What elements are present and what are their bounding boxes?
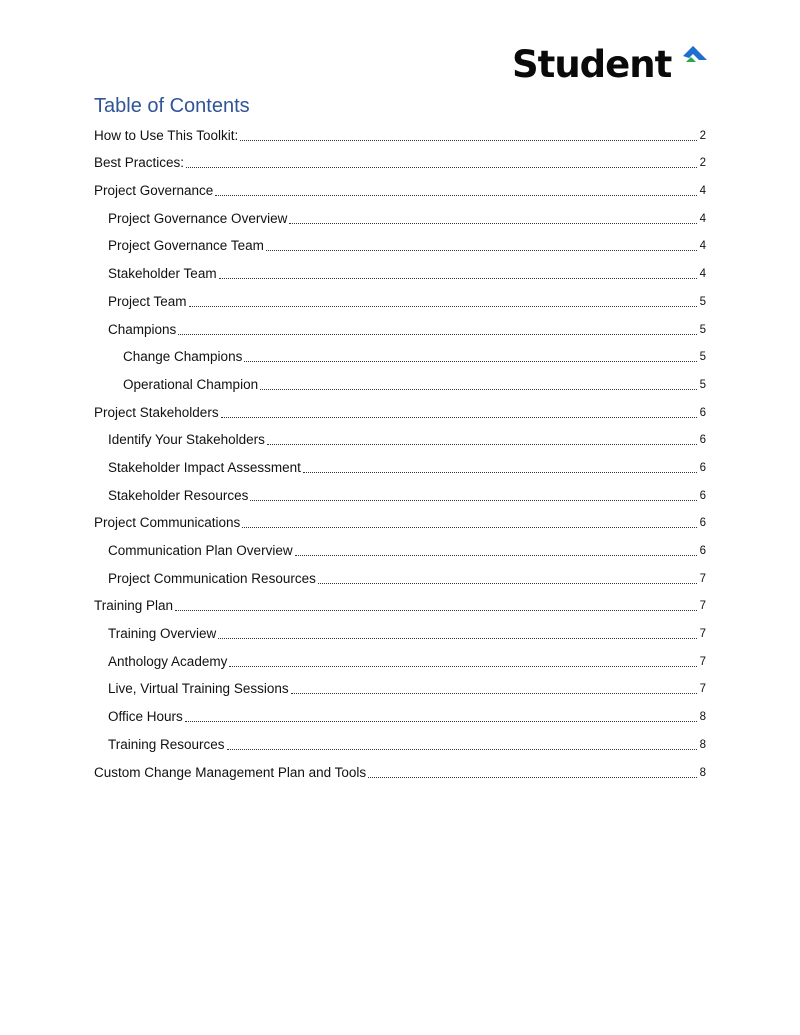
toc-dot-leader <box>218 637 697 639</box>
toc-page-number: 7 <box>699 572 706 585</box>
toc-entry-label: Anthology Academy <box>108 653 228 669</box>
toc-dot-leader <box>250 499 697 501</box>
toc-dot-leader <box>289 222 697 224</box>
toc-dot-leader <box>260 388 697 390</box>
toc-page-number: 5 <box>699 378 706 391</box>
toc-dot-leader <box>178 333 697 335</box>
toc-entry-label: Live, Virtual Training Sessions <box>108 681 289 697</box>
toc-dot-leader <box>291 692 697 694</box>
toc-dot-leader <box>229 665 697 667</box>
toc-entry-label: Project Governance Team <box>108 238 264 254</box>
toc-entry-label: Project Governance <box>94 183 214 199</box>
toc-dot-leader <box>244 360 697 362</box>
toc-entry[interactable] <box>94 671 706 699</box>
toc-entry[interactable] <box>94 449 706 477</box>
toc-entry[interactable] <box>94 422 706 450</box>
toc-entry-label: Stakeholder Resources <box>108 487 249 503</box>
toc-entry[interactable] <box>94 200 706 228</box>
toc-page-number: 6 <box>699 434 706 447</box>
toc-page-number: 5 <box>699 351 706 364</box>
toc-dot-leader <box>368 776 697 778</box>
toc-entry-label: Project Communications <box>94 515 241 531</box>
toc-title: Table of Contents <box>94 95 250 117</box>
toc-entry-label: Change Champions <box>123 349 243 365</box>
toc-entry[interactable] <box>94 145 706 173</box>
toc-entry-label: Champions <box>108 321 177 337</box>
toc-entry-label: Stakeholder Team <box>108 266 217 282</box>
toc-page-number: 2 <box>699 157 706 170</box>
toc-dot-leader <box>175 609 697 611</box>
toc-page-number: 7 <box>699 683 706 696</box>
toc-entry[interactable] <box>94 228 706 256</box>
toc-entry[interactable] <box>94 615 706 643</box>
toc-entry[interactable] <box>94 505 706 533</box>
toc-entry[interactable] <box>94 643 706 671</box>
toc-page-number: 4 <box>699 185 706 198</box>
toc-page-number: 2 <box>699 129 706 142</box>
toc-dot-leader <box>221 416 697 418</box>
toc-page-number: 8 <box>699 711 706 724</box>
toc-entry-label: Project Team <box>108 293 187 309</box>
toc-page-number: 6 <box>699 406 706 419</box>
toc-page-number: 6 <box>699 545 706 557</box>
toc-page-number: 8 <box>699 766 706 779</box>
toc-page-number: 7 <box>699 600 706 613</box>
student-logo <box>512 44 709 86</box>
toc-entry[interactable] <box>94 698 706 726</box>
toc-entry[interactable] <box>94 172 706 200</box>
toc-dot-leader <box>318 582 697 584</box>
toc-entry-label: How to Use This Toolkit: <box>94 127 239 143</box>
toc-page-number: 7 <box>699 628 706 641</box>
toc-dot-leader <box>227 748 697 750</box>
toc-page-number: 6 <box>699 517 706 530</box>
toc-entry[interactable] <box>94 560 706 588</box>
toc-entry-label: Project Governance Overview <box>108 210 288 226</box>
toc-page-number: 4 <box>699 268 706 281</box>
toc-dot-leader <box>215 194 697 196</box>
toc-entry[interactable] <box>94 255 706 283</box>
toc-entry[interactable] <box>94 588 706 616</box>
toc-entry-label: Stakeholder Impact Assessment <box>108 459 301 475</box>
toc-page-number: 7 <box>699 655 706 668</box>
toc-entry[interactable] <box>94 394 706 422</box>
toc-dot-leader <box>240 139 697 141</box>
toc-dot-leader <box>295 554 697 556</box>
toc-page-number: 6 <box>699 461 706 474</box>
toc-entry[interactable] <box>94 366 706 394</box>
toc-page-number: 4 <box>699 240 706 253</box>
toc-entry[interactable] <box>94 283 706 311</box>
toc-page-number: 4 <box>699 212 706 225</box>
toc-entry-label: Training Resources <box>108 736 225 752</box>
toc-entry[interactable] <box>94 754 706 782</box>
toc-entry-label: Training Overview <box>108 626 217 642</box>
toc-entry-label: Best Practices: <box>94 155 185 171</box>
toc-dot-leader <box>303 471 697 473</box>
toc-entry-label: Project Communication Resources <box>108 570 316 586</box>
logo-wordmark: Student <box>512 43 672 86</box>
toc-entry[interactable] <box>94 532 706 560</box>
toc-page-number: 6 <box>699 489 706 502</box>
toc-entry[interactable] <box>94 117 706 145</box>
toc-page-number: 8 <box>699 738 706 751</box>
toc-dot-leader <box>189 305 697 307</box>
toc-dot-leader <box>242 526 697 528</box>
toc-entry-label: Communication Plan Overview <box>108 543 293 558</box>
toc-dot-leader <box>219 277 697 279</box>
toc-entry-label: Operational Champion <box>123 376 259 392</box>
toc-entry-label: Project Stakeholders <box>94 404 219 420</box>
toc-entry-label: Identify Your Stakeholders <box>108 432 265 448</box>
toc-entry-label: Training Plan <box>94 598 174 614</box>
toc-list <box>94 117 706 782</box>
toc-page-number: 5 <box>699 295 706 308</box>
toc-entry-label: Custom Change Management Plan and Tools <box>94 764 367 780</box>
toc-entry[interactable] <box>94 339 706 367</box>
logo-peak-icon <box>677 46 709 68</box>
toc-page-number: 5 <box>699 323 706 336</box>
toc-dot-leader <box>266 249 697 251</box>
toc-dot-leader <box>185 720 697 722</box>
toc-dot-leader <box>186 166 697 168</box>
toc-entry[interactable] <box>94 726 706 754</box>
toc-entry-label: Office Hours <box>108 709 183 725</box>
toc-dot-leader <box>267 443 697 445</box>
toc-entry[interactable] <box>94 311 706 339</box>
toc-entry[interactable] <box>94 477 706 505</box>
